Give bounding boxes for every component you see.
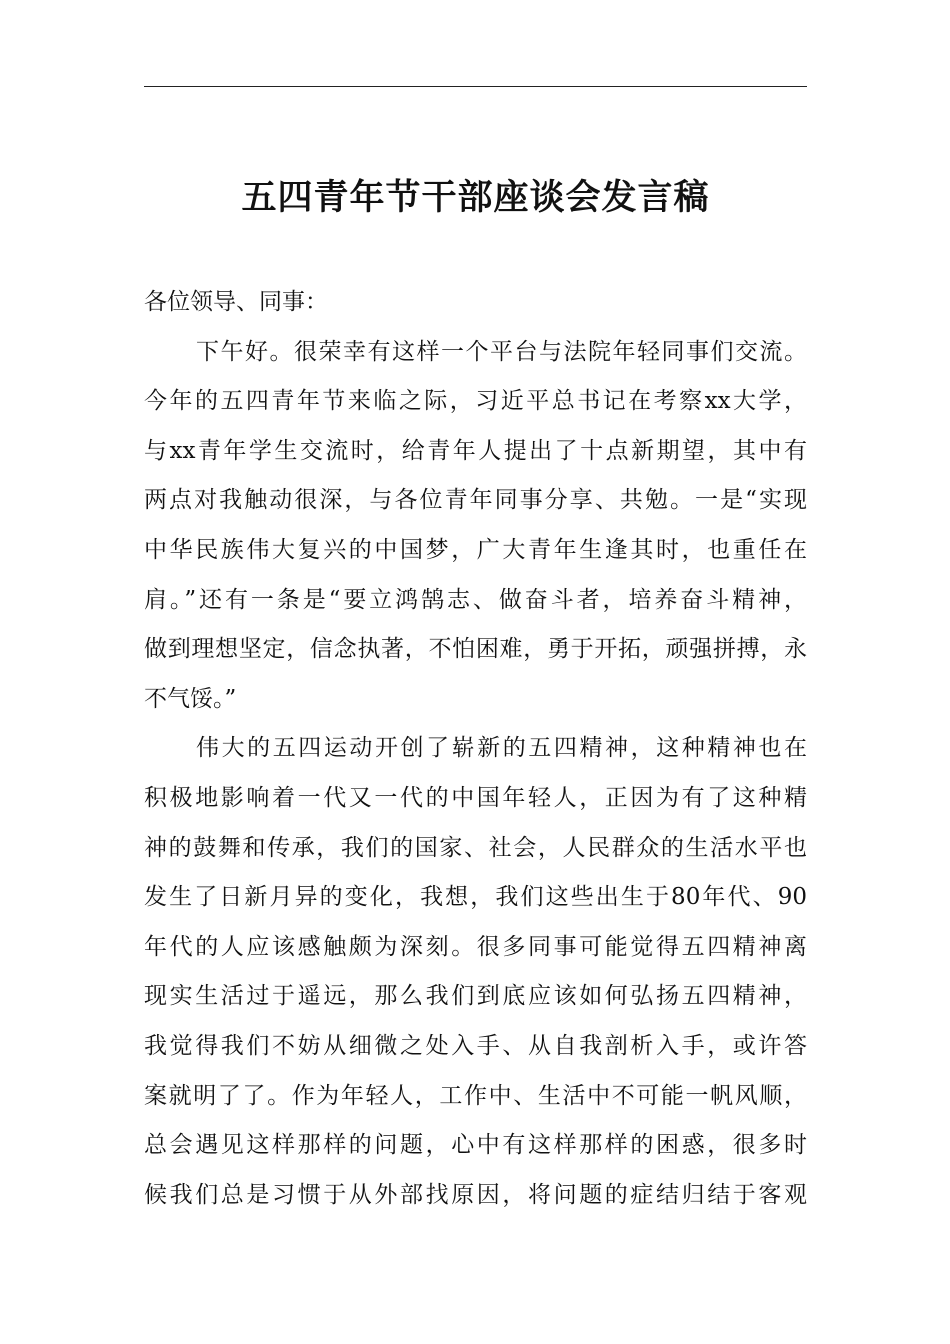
document-title: 五四青年节干部座谈会发言稿: [241, 178, 710, 218]
paragraph-line: 做到理想坚定，信念执著，不怕困难，勇于开拓，顽强拼搏，永: [144, 636, 807, 663]
paragraph-2: [144, 724, 807, 1220]
paragraph-line: 肩。”还有一条是“要立鸿鹄志、做奋斗者，培养奋斗精神，: [144, 586, 807, 613]
paragraph-line: 发生了日新月异的变化，我想，我们这些出生于80年代、90: [144, 884, 807, 911]
paragraph-line: 案就明了了。作为年轻人，工作中、生活中不可能一帆风顺，: [144, 1082, 807, 1109]
paragraph-line: 伟大的五四运动开创了崭新的五四精神，这种精神也在: [196, 735, 807, 762]
paragraph-line: 神的鼓舞和传承，我们的国家、社会，人民群众的生活水平也: [144, 834, 807, 861]
paragraph-line: 总会遇见这样那样的问题，心中有这样那样的困惑，很多时: [144, 1132, 807, 1159]
paragraph-line: 中华民族伟大复兴的中国梦，广大青年生逢其时，也重任在: [144, 536, 807, 563]
paragraph-line: 与xx青年学生交流时，给青年人提出了十点新期望，其中有: [144, 437, 807, 464]
paragraph-line: 候我们总是习惯于从外部找原因，将问题的症结归结于客观: [144, 1181, 807, 1208]
paragraph-line: 年代的人应该感触颇为深刻。很多同事可能觉得五四精神离: [144, 933, 807, 960]
salutation: 各位领导、同事：: [144, 289, 328, 315]
paragraph-line: 不气馁。”: [144, 685, 237, 712]
document-body: [144, 278, 807, 1220]
paragraph-line: 下午好。很荣幸有这样一个平台与法院年轻同事们交流。: [196, 338, 807, 365]
header-rule: [144, 86, 807, 87]
paragraph-line: 我觉得我们不妨从细微之处入手、从自我剖析入手，或许答: [144, 1032, 807, 1059]
paragraph-1: [144, 328, 807, 725]
paragraph-line: 现实生活过于遥远，那么我们到底应该如何弘扬五四精神，: [144, 983, 807, 1010]
paragraph-line: 今年的五四青年节来临之际，习近平总书记在考察xx大学，: [144, 388, 807, 415]
paragraph-line: 积极地影响着一代又一代的中国年轻人，正因为有了这种精: [144, 784, 807, 811]
paragraph-line: 两点对我触动很深，与各位青年同事分享、共勉。一是“实现: [144, 487, 807, 514]
